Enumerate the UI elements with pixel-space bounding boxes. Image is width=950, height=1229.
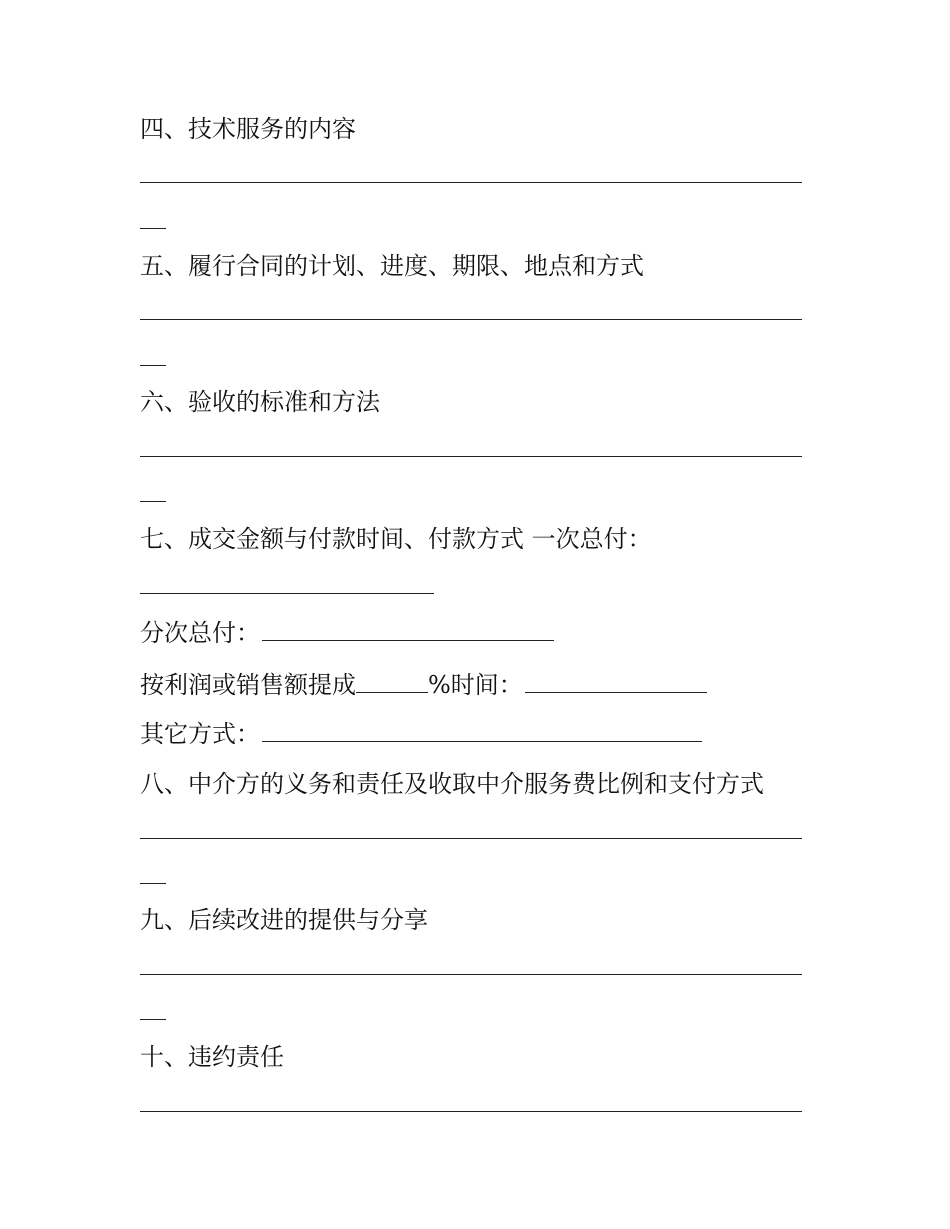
other-method-blank <box>262 719 702 742</box>
installment-label: 分次总付： <box>140 619 260 647</box>
percent-time-label: %时间： <box>428 671 523 699</box>
section-6-fill-line-end <box>140 501 166 502</box>
section-9-fill-line <box>140 974 802 975</box>
commission-time-blank <box>525 670 707 693</box>
section-5-fill-line-end <box>140 365 166 366</box>
section-7-heading: 七、成交金额与付款时间、付款方式 一次总付： <box>140 525 652 553</box>
installment-row <box>140 618 554 648</box>
commission-label: 按利润或销售额提成 <box>140 671 356 699</box>
section-8-fill-line-end <box>140 883 166 884</box>
section-5-fill-line <box>140 319 802 320</box>
section-5-heading: 五、履行合同的计划、进度、期限、地点和方式 <box>140 252 644 280</box>
section-4-fill-line <box>140 182 802 183</box>
section-8-heading: 八、中介方的义务和责任及收取中介服务费比例和支付方式 <box>140 770 764 798</box>
section-4-fill-line-end <box>140 228 166 229</box>
section-8-fill-line <box>140 838 802 839</box>
section-9-fill-line-end <box>140 1019 166 1020</box>
section-9-heading: 九、后续改进的提供与分享 <box>140 906 428 934</box>
section-6-fill-line <box>140 456 802 457</box>
commission-row <box>140 670 707 700</box>
lump-sum-fill-line <box>140 593 434 594</box>
commission-percent-blank <box>356 670 428 693</box>
other-method-row <box>140 719 702 749</box>
section-4-heading: 四、技术服务的内容 <box>140 115 356 143</box>
section-10-heading: 十、违约责任 <box>140 1043 284 1071</box>
other-method-label: 其它方式： <box>140 720 260 748</box>
section-6-heading: 六、验收的标准和方法 <box>140 388 380 416</box>
section-10-fill-line <box>140 1111 802 1112</box>
installment-blank <box>262 618 554 641</box>
